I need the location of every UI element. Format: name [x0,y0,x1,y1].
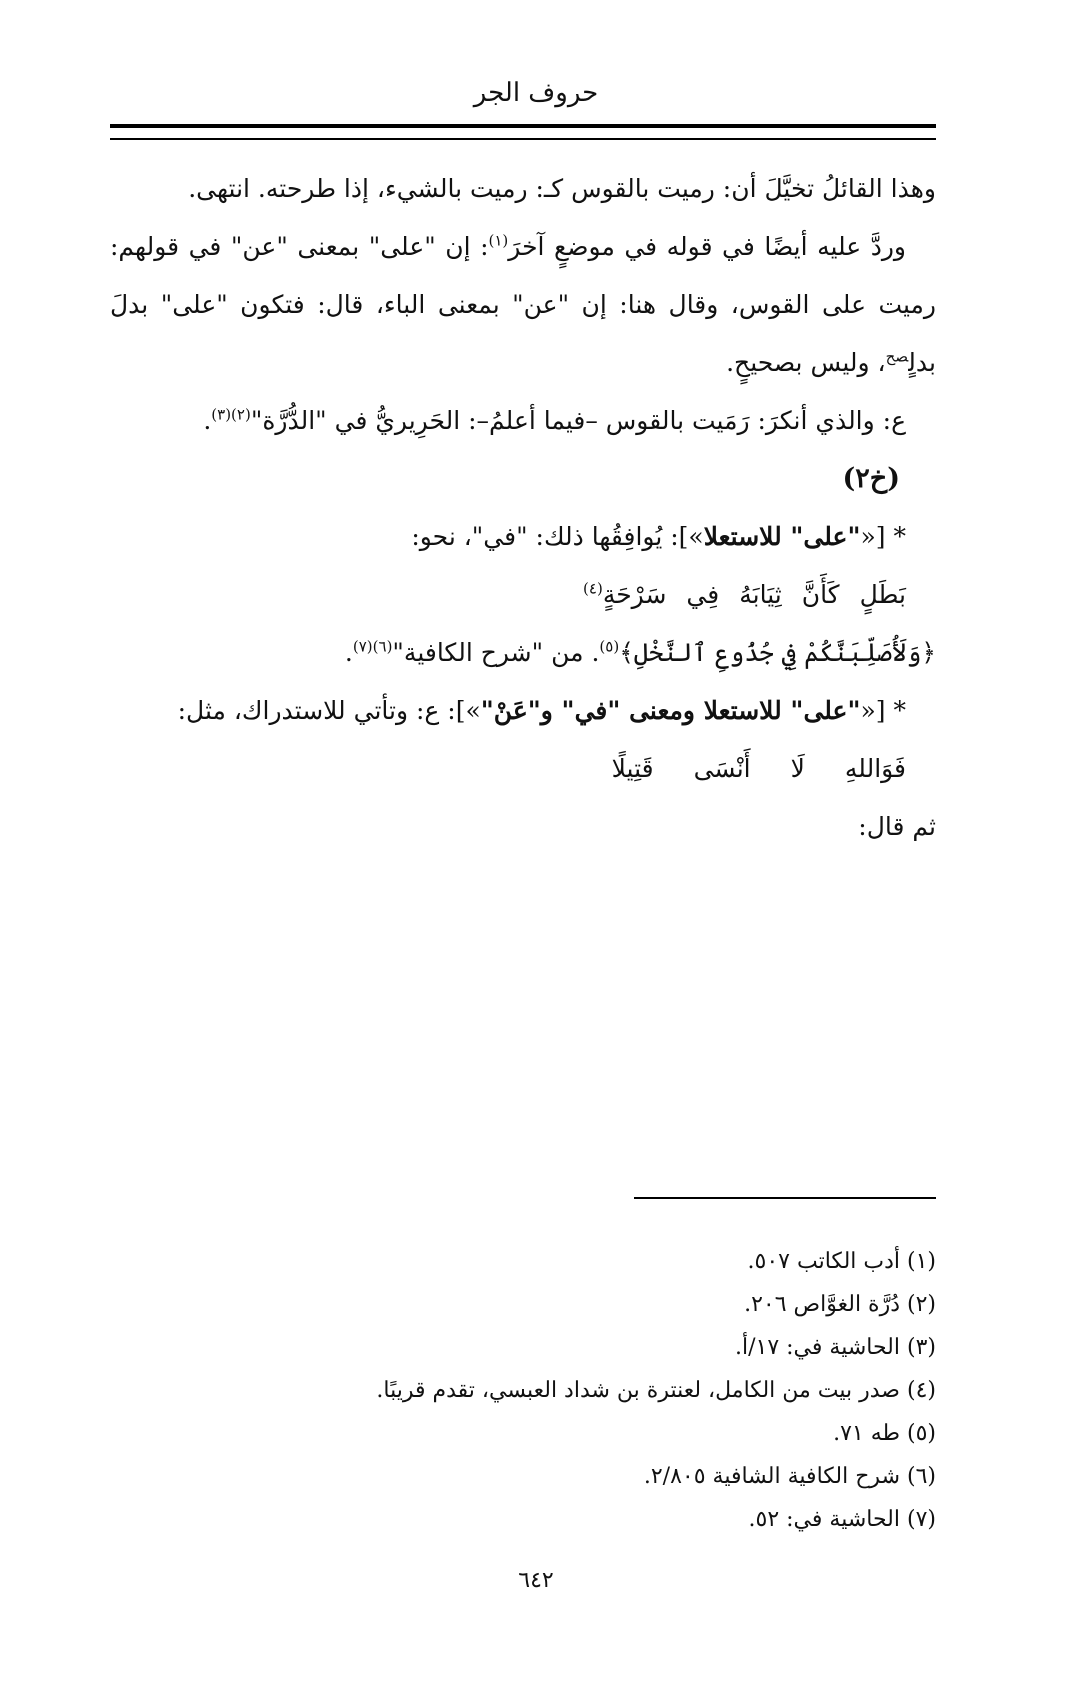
verse-1 [110,566,936,624]
footnote: (٧) الحاشية في: ٥٢. [748,1507,936,1532]
footnote: (٥) طه ٧١. [833,1421,936,1446]
footnote: (٣) الحاشية في: ١٧/أ. [734,1335,936,1360]
quran-citation [110,624,936,682]
section-1-title: "على" للاستعلا [703,522,861,551]
main-text [110,160,936,856]
verse-1-word: فِي [686,580,720,609]
quran-source: . من "شرح الكافية" [392,638,600,667]
verse-2 [110,740,936,798]
quran-verse: ﴿وَلَأُصَلِّبَنَّكُمْ فِي جُذُوعِ ٱلنَّخْلِ﴾ [619,638,936,667]
footnotes [110,1240,936,1541]
section-1-star: * [« [860,522,906,551]
header-rule-thin [110,138,936,140]
footnote: (٦) شرح الكافية الشافية ٢/٨٠٥. [643,1464,936,1489]
paragraph-3 [110,392,936,450]
footnote-ref-1: (١) [488,231,509,250]
paragraph-2 [110,218,936,392]
section-2-title: "على" للاستعلا ومعنى "في" و"عَنْ" [480,696,861,725]
verse-2-word: فَوَاللهِ [844,754,906,783]
header-rule-thick [110,124,936,128]
section-2-star: * [« [860,696,906,725]
paragraph-3-part-b: . [203,406,212,435]
verse-1-word: كَأَنَّ [801,580,840,609]
paragraph-2-part-c: ، وليس بصحيحٍ. [726,348,886,377]
section-1 [110,508,936,566]
verse-1-word: بَطَلٍ [859,580,906,609]
footnote-ref-4: (٤) [583,579,603,598]
footnote-ref-6-7: (٦)(٧) [352,637,393,656]
section-heading: (خ٢) [842,463,900,494]
verse-2-word: لَا [790,754,805,783]
footnote: (٤) صدر بيت من الكامل، لعنترة بن شداد العبسي، تقدم قريبًا. [376,1378,936,1403]
paragraph-2-part-b: : إن "على" بمعنى "عن" في قولهم: رميت على القوس، وقال هنا: إن "عن" بمعنى الباء، قال: فتكون "على" بدلَ بدلٍ [110,232,936,377]
footnote-rule [634,1197,936,1199]
verse-2-word: قَتِيلًا [611,754,654,783]
quran-end: . [344,638,353,667]
paragraph-3-part-a: ع: والذي أنكرَ: رَمَيت بالقوس –فيما أعلمُ–: الحَرِيريُّ في "الدُّرَّة" [250,406,906,435]
section-2-text: »]: ع: وتأتي للاستدراك، مثل: [177,696,481,725]
section-1-text: »]: يُوافِقُها ذلك: "في"، نحو: [411,522,704,551]
footnote: (١) أدب الكاتب ٥٠٧. [747,1249,936,1274]
correction-mark: صح [885,347,909,366]
paragraph-1: وهذا القائلُ تخيَّلَ أن: رميت بالقوس كـ: رميت بالشيء، إذا طرحته. انتهى. [188,174,936,203]
section-2 [110,682,936,740]
page-number: ٦٤٢ [518,1568,554,1593]
verse-1-word: ثِيَابَهُ [739,580,782,609]
verse-2-word: أَنْسَى [693,754,751,783]
footnote-ref-5: (٥) [599,637,620,656]
running-head: حروف الجر [473,78,599,108]
verse-1-word: سَرْحَةٍ [602,580,667,609]
footnote-ref-2-3: (٢)(٣) [211,405,251,424]
paragraph-2-part-a: وردَّ عليه أيضًا في قوله في موضعٍ آخرَ [508,232,906,261]
footnote: (٢) دُرَّة الغوَّاص ٢٠٦. [744,1292,936,1317]
closing-line: ثم قال: [858,812,936,841]
